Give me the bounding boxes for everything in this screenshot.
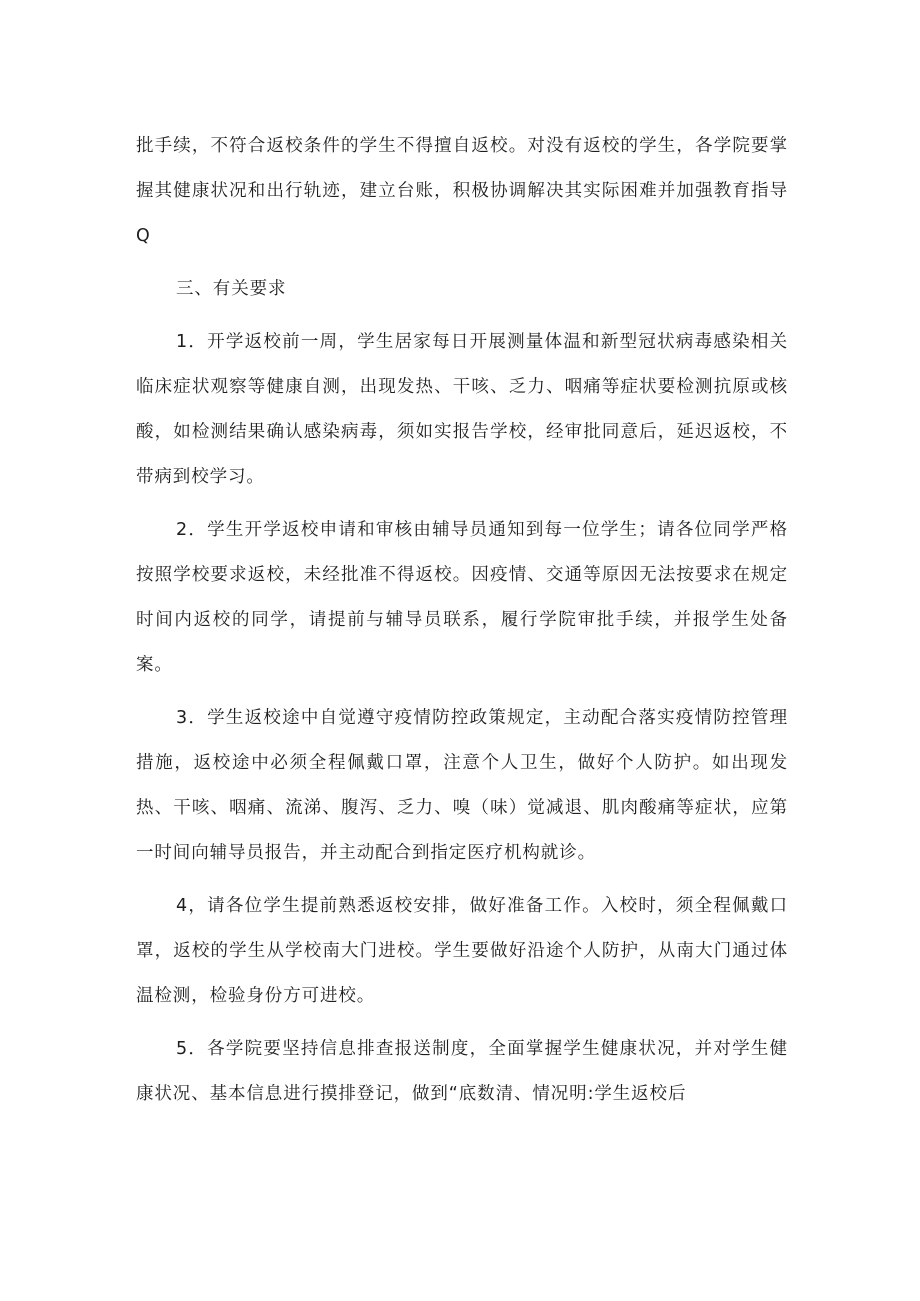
paragraph-item-5: 5．各学院要坚持信息排查报送制度，全面掌握学生健康状况，并对学生健康状况、基本信息进行摸排登记，做到“底数清、情况明:学生返校后 — [136, 1039, 788, 1104]
document-body — [136, 124, 788, 1117]
section-heading-requirements: 三、有关要求 — [176, 279, 287, 299]
paragraph-item-4: 4，请各位学生提前熟悉返校安排，做好准备工作。入校时，须全程佩戴口罩，返校的学生从学校南大门进校。学生要做好沿途个人防护，从南大门通过体温检测，检验身份方可进校。 — [136, 896, 788, 1006]
paragraph-item-2: 2．学生开学返校申请和审核由辅导员通知到每一位学生；请各位同学严格按照学校要求返校，未经批准不得返校。因疫情、交通等原因无法按要求在规定时间内返校的同学，请提前与辅导员联系，履行学院审批手续，并报学生处备案。 — [136, 520, 788, 675]
paragraph-continuation: 批手续，不符合返校条件的学生不得擅自返校。对没有返校的学生，各学院要掌握其健康状况和出行轨迹，建立台账，积极协调解决其实际困难并加强教育指导Q — [136, 136, 788, 246]
paragraph-item-1: 1．开学返校前一周，学生居家每日开展测量体温和新型冠状病毒感染相关临床症状观察等健康自测，出现发热、干咳、乏力、咽痛等症状要检测抗原或核酸，如检测结果确认感染病毒，须如实报告学校，经审批同意后，延迟返校，不带病到校学习。 — [136, 332, 788, 487]
paragraph-item-3: 3．学生返校途中自觉遵守疫情防控政策规定，主动配合落实疫情防控管理措施，返校途中必须全程佩戴口罩，注意个人卫生，做好个人防护。如出现发热、干咳、咽痛、流涕、腹泻、乏力、嗅（味）觉减退、肌肉酸痛等症状，应第一时间向辅导员报告，并主动配合到指定医疗机构就诊。 — [136, 708, 788, 863]
